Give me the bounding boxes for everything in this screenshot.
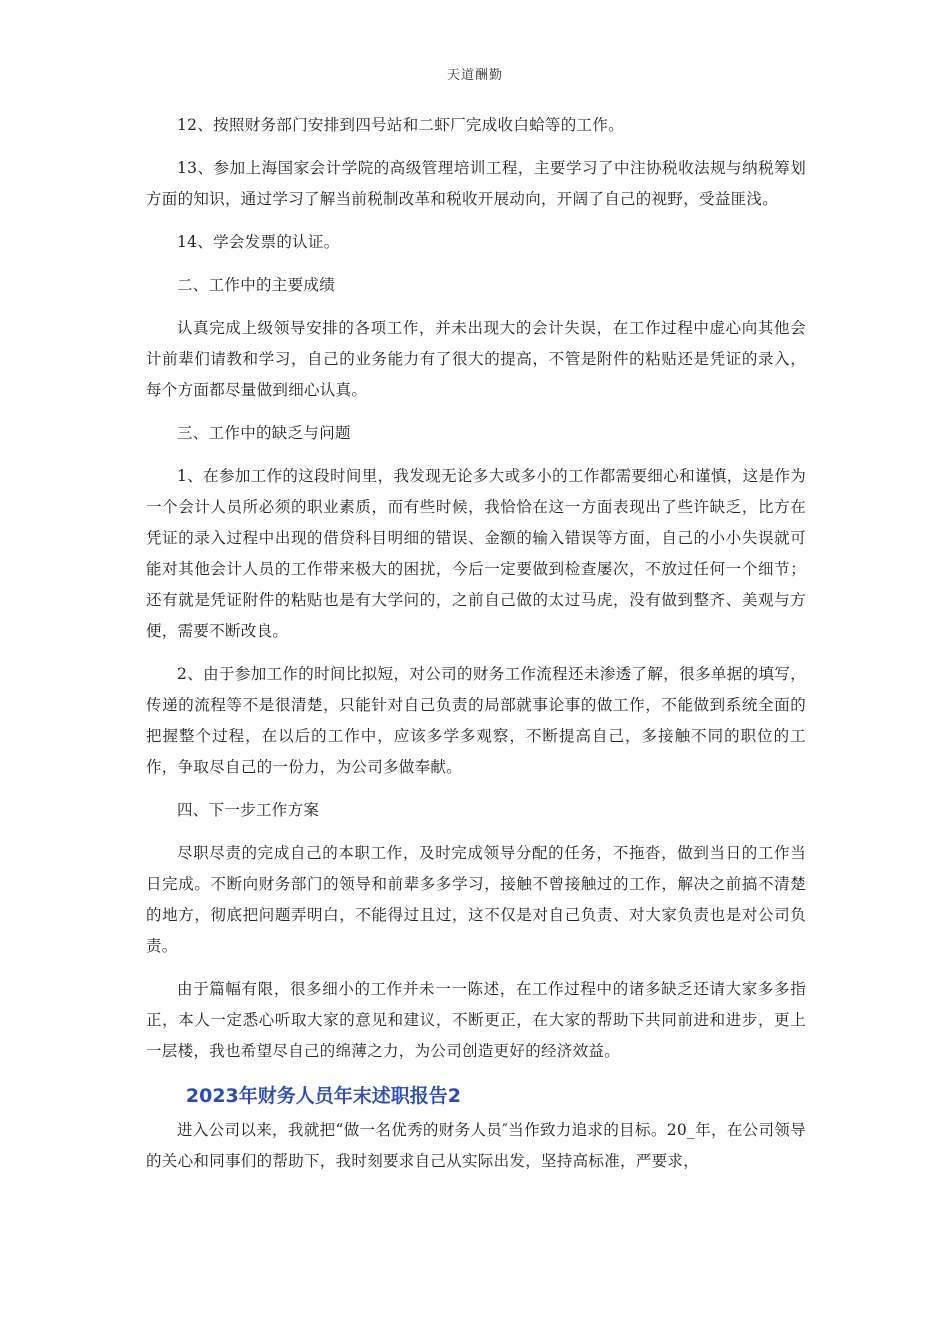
paragraph-achievements: 认真完成上级领导安排的各项工作，并未出现大的会计失误，在工作过程中虚心向其他会计前辈们请教和学习，自己的业务能力有了很大的提高，不管是附件的粘贴还是凭证的录入，每个方面都尽量做到细心认真。 [146,319,806,399]
paragraph-report-intro: 进入公司以来，我就把“做一名优秀的财务人员″当作致力追求的目标。20_年，在公司领导的关心和同事们的帮助下，我时刻要求自己从实际出发，坚持高标准，严要求， [146,1121,806,1170]
paragraph-closing: 由于篇幅有限，很多细小的工作并未一一陈述，在工作过程中的诸多缺乏还请大家多多指正，本人一定悉心听取大家的意见和建议，不断更正，在大家的帮助下共同前进和进步，更上一层楼，我也希望尽自己的绵薄之力，为公司创造更好的经济效益。 [146,980,806,1060]
paragraph-12: 12、按照财务部门安排到四号站和二虾厂完成收白蛤等的工作。 [177,116,624,134]
paragraph-14: 14、学会发票的认证。 [177,233,340,251]
paragraph-13: 13、参加上海国家会计学院的高级管理培训工程，主要学习了中注协税收法规与纳税筹划方面的知识，通过学习了解当前税制改革和税收开展动向，开阔了自己的视野，受益匪浅。 [146,159,806,208]
document-body [146,110,806,1189]
section-heading-achievements: 二、工作中的主要成绩 [177,276,336,294]
report-title: 2023年财务人员年末述职报告2 [185,1085,461,1107]
section-heading-plan: 四、下一步工作方案 [177,801,320,819]
paragraph-problem-2: 2、由于参加工作的时间比拟短，对公司的财务工作流程还未渗透了解，很多单据的填写，传递的流程等不是很清楚，只能针对自己负责的局部就事论事的做工作，不能做到系统全面的把握整个过程，在以后的工作中，应该多学多观察，不断提高自己，多接触不同的职位的工作，争取尽自己的一份力，为公司多做奉献。 [146,665,806,776]
paragraph-plan: 尽职尽责的完成自己的本职工作，及时完成领导分配的任务，不拖沓，做到当日的工作当日完成。不断向财务部门的领导和前辈多多学习，接触不曾接触过的工作，解决之前搞不清楚的地方，彻底把问题弄明白，不能得过且过，这不仅是对自己负责、对大家负责也是对公司负责。 [146,844,806,955]
paragraph-problem-1: 1、在参加工作的这段时间里，我发现无论多大或多小的工作都需要细心和谨慎，这是作为一个会计人员所必须的职业素质，而有些时候，我恰恰在这一方面表现出了些许缺乏，比方在凭证的录入过程中出现的借贷科目明细的错误、金额的输入错误等方面，自己的小小失误就可能对其他会计人员的工作带来极大的困扰，今后一定要做到检查屡次，不放过任何一个细节；还有就是凭证附件的粘贴也是有大学问的，之前自己做的太过马虎，没有做到整齐、美观与方便，需要不断改良。 [146,467,806,640]
section-heading-problems: 三、工作中的缺乏与问题 [177,424,351,442]
page-header: 天道酬勤 [446,68,503,83]
